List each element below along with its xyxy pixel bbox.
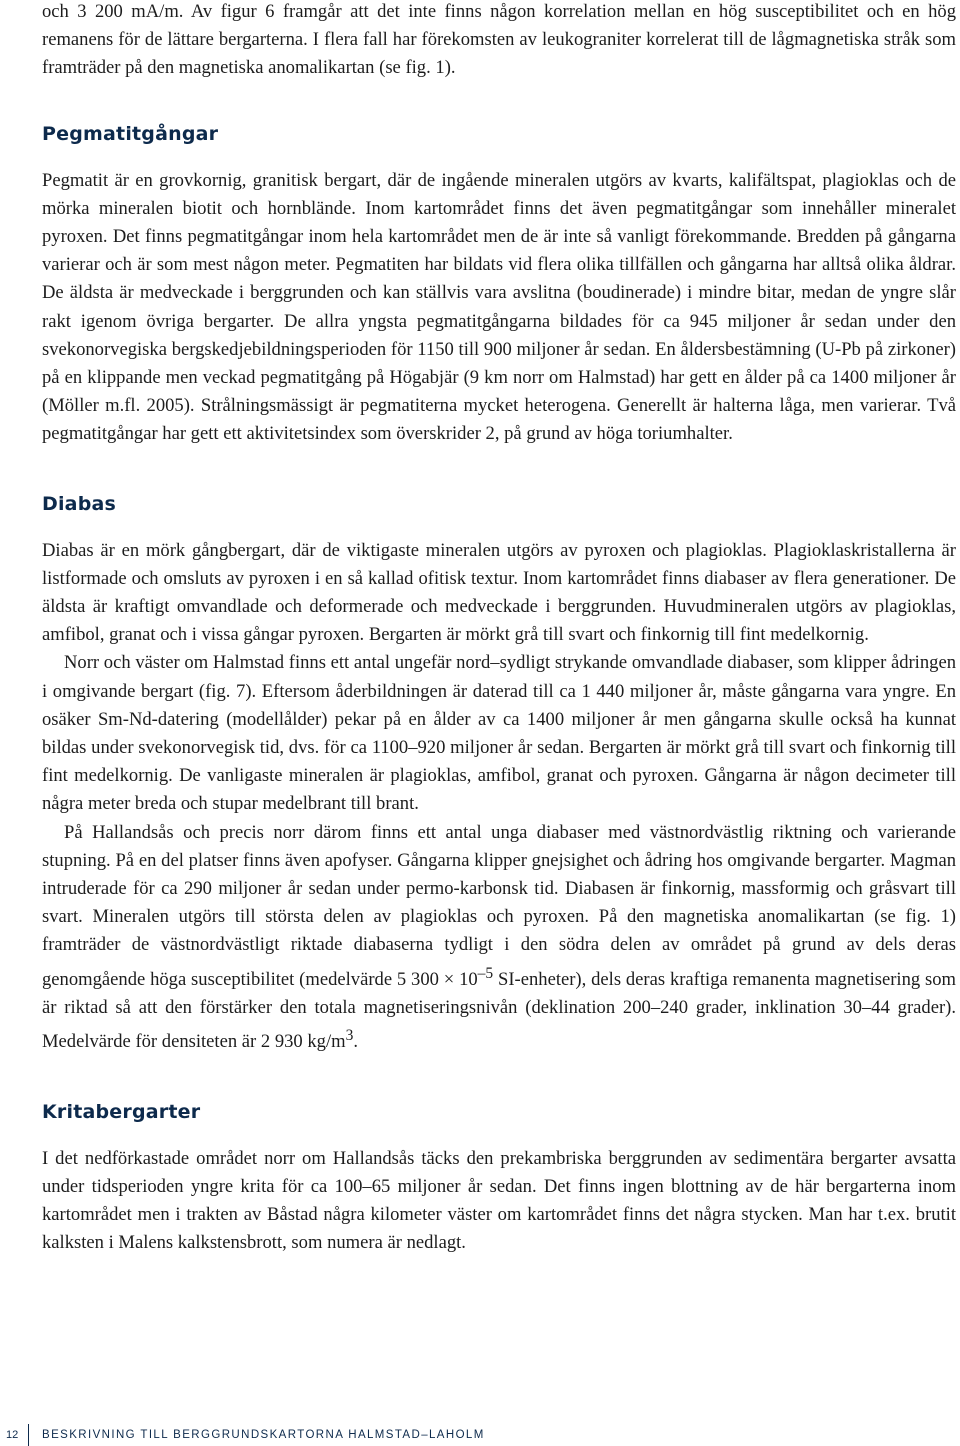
diabas-p3-text-start: På Hallandsås och precis norr därom finns ett antal unga diabaser med västnordvästlig riktning och varierande stupning. På en del platser finns även apofyser. Gångarna klipper gnejsighet och ådring hos omgivande bergarter. Magman intruderade för ca 290 miljoner år sedan under permo-karbonsk tid. Diabasen är finkornig, massformig och gråsvart till svart. Mineralen utgörs till största delen av plagioklas och pyroxen. På den magnetiska anomalikartan (se fig. 1) framträder de västnordvästligt riktade diabaserna tydligt i den södra delen av området på grund av dels deras genomgående höga susceptibilitet (medelvärde 5 300 × 10: [42, 821, 956, 990]
cubic-superscript: 3: [345, 1027, 354, 1045]
diabas-p3-text-end: .: [353, 1031, 359, 1053]
section-heading-pegmatitgangar: Pegmatitgångar: [42, 122, 219, 145]
intro-paragraph: och 3 200 mA/m. Av figur 6 framgår att det inte finns någon korrelation mellan en hög susceptibilitet och en hög remanens för de lättare bergarterna. I flera fall har förekomsten av leukograniter korrelerat till de lågmagnetiska stråk som framträder på den magnetiska anomalikartan (se fig. 1).: [42, 1, 956, 79]
diabas-p3-text-middle: SI-enheter), dels deras kraftiga remanenta magnetisering som är riktad så att den förstärker den totala magnetiseringsnivån (deklination 200–240 grader, inklination 30–44 grader). Medelvärde för densiteten är 2 930 kg/m: [42, 968, 956, 1053]
page-number: 12: [6, 1429, 19, 1441]
running-footer-title: BESKRIVNING TILL BERGGRUNDSKARTORNA HALMSTAD–LAHOLM: [42, 1429, 485, 1441]
diabas-paragraph-3: [42, 819, 956, 1057]
footer-divider: [28, 1424, 29, 1446]
page-footer: [0, 1424, 960, 1444]
text-column: [42, 0, 956, 1257]
section-heading-diabas: Diabas: [42, 492, 117, 515]
pegmatit-paragraph: Pegmatit är en grovkornig, granitisk bergart, där de ingående mineralen utgörs av kvarts, kalifältspat, plagioklas och de mörka mineralen biotit och hornblände. Inom kartområdet finns det även pegmatitgångar som innehåller mineralet pyroxen. Det finns pegmatitgångar inom hela kartområdet men de är inte så vanligt förekommande. Bredden på gångarna varierar och är som mest någon meter. Pegmatiten har bildats vid flera olika tillfällen och gångarna har alltså olika åldrar. De äldsta är medveckade i berggrunden och kan ställvis vara avslitna (boudinerade) i mindre bitar, medan de yngre slår rakt igenom övriga bergarter. De allra yngsta pegmatitgångarna bildades för ca 945 miljoner år sedan under den svekonorvegiska bergskedjebildningsperioden för 1150 till 900 miljoner år sedan. En åldersbestämning (U-Pb på zirkoner) på en klippande men veckad pegmatitgång på Högabjär (9 km norr om Halmstad) har gett en ålder på ca 1400 miljoner år (Möller m.fl. 2005). Strålningsmässigt är pegmatiterna mycket heterogena. Generellt är halterna låga, men varierar. Två pegmatitgångar har gett ett aktivitetsindex som överskrider 2, på grund av höga toriumhalter.: [42, 169, 956, 445]
exponent-superscript: –5: [477, 964, 494, 982]
diabas-paragraph-1: Diabas är en mörk gångbergart, där de viktigaste mineralen utgörs av pyroxen och plagioklas. Plagioklaskristallerna är listformade och omsluts av pyroxen i en så kallad ofitisk textur. Inom kartområdet finns diabaser av flera generationer. De äldsta är kraftigt omvandlade och deformerade och medveckade i berggrunden. Huvudmineralen utgörs av plagioklas, amfibol, granat och i vissa gångar pyroxen. Bergarten är mörkt grå till svart och finkornig till fint medelkornig.: [42, 539, 956, 646]
diabas-paragraph-2: Norr och väster om Halmstad finns ett antal ungefär nord–sydligt strykande omvandlade diabaser, som klipper ådringen i omgivande bergart (fig. 7). Eftersom åderbildningen är daterad till ca 1 440 miljoner år, måste gångarna vara yngre. En osäker Sm-Nd-datering (modellålder) pekar på en ålder av ca 1400 miljoner år men gångarna skulle också ha kunnat bildas under svekonorvegisk tid, dvs. för ca 1100–920 miljoner år sedan. Bergarten är mörkt grå till svart och finkornig till fint medelkornig. De vanligaste mineralen är plagioklas, amfibol, granat och pyroxen. Gångarna är någon decimeter till några meter breda och stupar medelbrant till brant.: [42, 652, 956, 815]
section-heading-kritabergarter: Kritabergarter: [42, 1100, 201, 1123]
krita-paragraph: I det nedförkastade området norr om Hallandsås täcks den prekambriska berggrunden av sedimentära bergarter avsatta under tidsperioden yngre krita för ca 100–65 miljoner år sedan. Det finns ingen blottning av de här bergarterna inom kartområdet men i trakten av Båstad några kilometer väster om kartområdet finns det några stycken. Man har t.ex. brutit kalksten i Malens kalkstensbrott, som numera är nedlagt.: [42, 1147, 956, 1254]
